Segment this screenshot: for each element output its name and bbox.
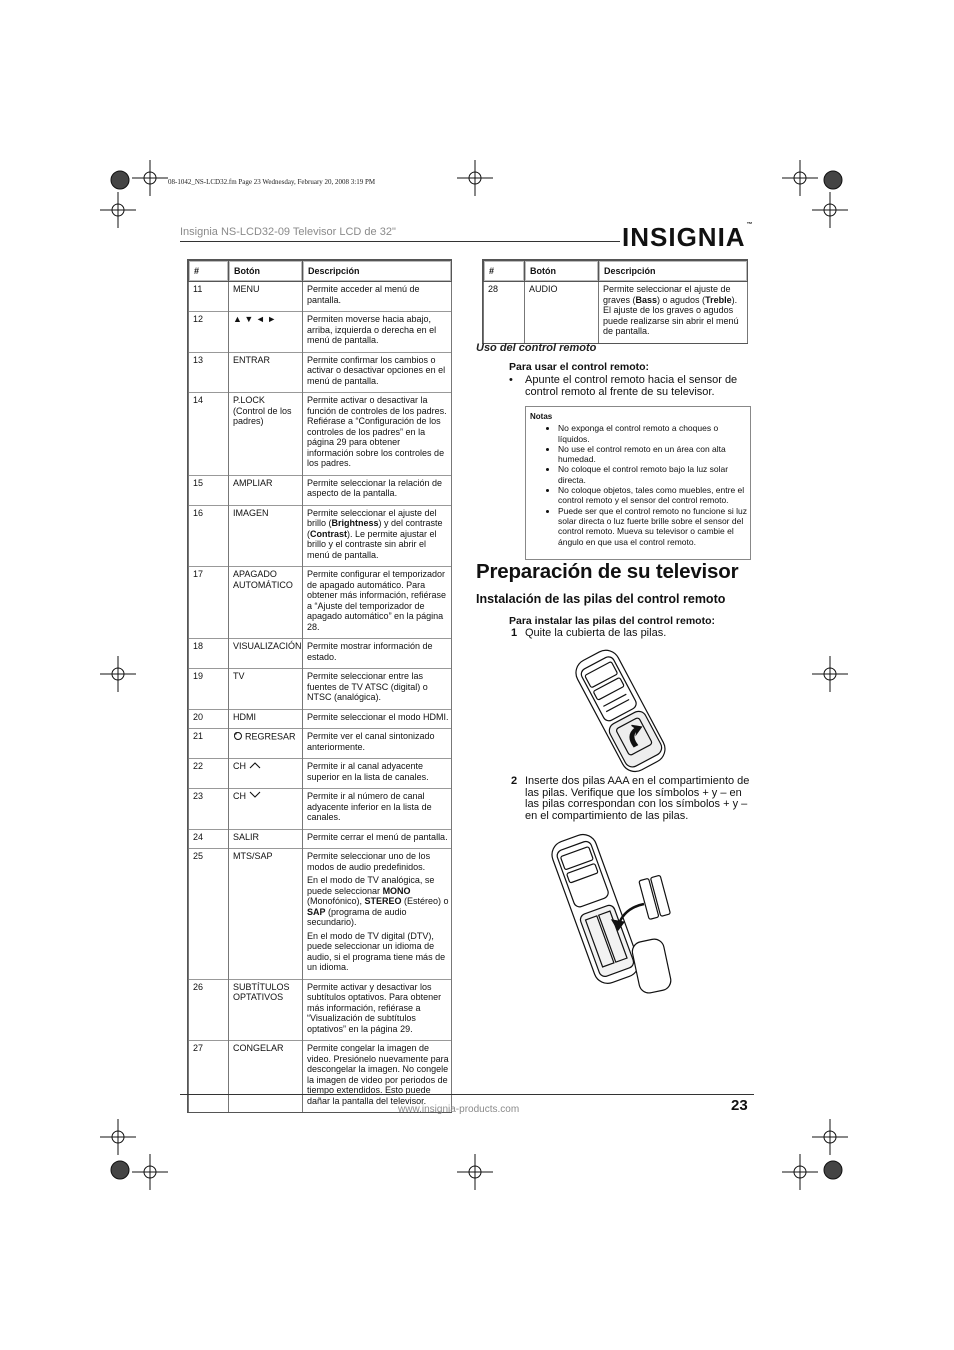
- desc-paragraph: [307, 931, 449, 973]
- note-item: • No coloque objetos, tales como muebles, entre el control remoto y el sensor del control remoto.: [558, 485, 750, 506]
- page-number: 23: [731, 1097, 748, 1114]
- row-number: 26: [189, 979, 229, 1041]
- registration-mark: [469, 1166, 481, 1178]
- row-description: [303, 849, 452, 980]
- color-target: [824, 1161, 842, 1179]
- registration-mark: [794, 1166, 806, 1178]
- row-description: Permite configurar el temporizador de apagado automático. Para obtener más información, refiérase a “Ajuste del temporizador de apagado automático” en la página 28.: [303, 567, 452, 639]
- row-button: [229, 849, 303, 980]
- row-number: 21: [189, 729, 229, 759]
- section-title: Preparación de su televisor: [476, 560, 739, 583]
- remote-use-heading: Uso del control remoto: [476, 342, 597, 354]
- row-number: 12: [189, 312, 229, 353]
- button-name: CH: [233, 791, 246, 801]
- col-num: #: [189, 261, 229, 282]
- row-description: Permite seleccionar el modo HDMI.: [303, 709, 452, 729]
- desc-paragraph: [307, 875, 449, 928]
- registration-mark: [112, 204, 124, 216]
- desc-text: Permite seleccionar uno de los modos de audio predefinidos.: [307, 851, 431, 872]
- row-button: [229, 505, 303, 567]
- chevron-up-icon: [249, 761, 261, 772]
- row-number: 11: [189, 282, 229, 312]
- button-name: MENU: [233, 284, 260, 294]
- row-number: 17: [189, 567, 229, 639]
- button-name: AUDIO: [529, 284, 558, 294]
- row-description: Permite cerrar el menú de pantalla.: [303, 829, 452, 849]
- row-description: Permiten moverse hacia abajo, arriba, izquierda o derecha en el menú de pantalla.: [303, 312, 452, 353]
- button-name: VISUALIZACIÓN: [233, 641, 302, 651]
- col-desc: Descripción: [303, 261, 452, 282]
- bold-term: Bass: [635, 294, 658, 305]
- desc-text: En el modo de TV digital (DTV), puede seleccionar un idioma de audio, si el programa tiene más de un idioma.: [307, 930, 446, 972]
- bold-term: Treble: [705, 294, 732, 305]
- notes-box: [525, 406, 751, 560]
- col-button: Botón: [525, 261, 599, 282]
- note-item: • No coloque el control remoto bajo la luz solar directa.: [558, 464, 750, 485]
- note-item: • No use el control remoto en un área con alta humedad.: [558, 444, 750, 465]
- chevron-down-icon: [249, 791, 261, 802]
- button-name: AMPLIAR: [233, 477, 273, 488]
- print-info-line: 08-1042_NS-LCD32.fm Page 23 Wednesday, February 20, 2008 3:19 PM: [168, 178, 376, 186]
- button-name: CONGELAR: [233, 1043, 284, 1053]
- step-1: 1 Quite la cubierta de las pilas.: [511, 627, 667, 639]
- row-number: 23: [189, 789, 229, 830]
- row-description: Permite acceder al menú de pantalla.: [303, 282, 452, 312]
- registration-mark: [824, 1131, 836, 1143]
- note-item: • Puede ser que el control remoto no funcione si luz solar directa o luz fuerte brille sobre el sensor del control remoto. Mueva su televisor o cambie el ángulo en que usa el control remoto.: [558, 506, 750, 547]
- remote-use-label: Para usar el control remoto:: [509, 361, 650, 373]
- table-row: [189, 352, 452, 393]
- row-description: Permite congelar la imagen de video. Presiónelo nuevamente para descongelar la imagen. No congele la imagen de video por periodos de tiempo extendidos. Esto puede dañar la pantalla del televisor.: [303, 1041, 452, 1113]
- row-number: 13: [189, 352, 229, 393]
- section-subtitle: Instalación de las pilas del control remoto: [476, 592, 726, 606]
- row-button: [229, 1041, 303, 1113]
- row-button: [525, 282, 599, 343]
- registration-mark: [112, 1131, 124, 1143]
- button-name: HDMI: [233, 711, 256, 722]
- bold-term: STEREO: [364, 896, 402, 906]
- running-header: Insignia NS-LCD32-09 Televisor LCD de 32": [180, 226, 396, 238]
- table-row: [189, 829, 452, 849]
- row-number: 27: [189, 1041, 229, 1113]
- registration-mark: [469, 172, 481, 184]
- button-description-table-cont: [483, 260, 748, 343]
- table-row: [189, 729, 452, 759]
- table-row: [189, 312, 452, 353]
- row-description: [303, 505, 452, 567]
- color-target: [111, 1161, 129, 1179]
- row-button: [229, 282, 303, 312]
- row-button: [229, 729, 303, 759]
- row-description: Permite confirmar los cambios o activar o desactivar opciones en el menú de pantalla.: [303, 352, 452, 393]
- remote-use-bullet: • Apunte el control remoto hacia el sensor de control remoto al frente de su televisor.: [509, 374, 738, 398]
- desc-text: ). Le permite ajustar el brillo y el contraste sin abrir el menú de pantalla.: [307, 528, 437, 560]
- row-description: Permite activar y desactivar los subtítulos optativos. Para obtener más información, refiérase a “Visualización de subtítulos optativos” en la página 29.: [303, 979, 452, 1041]
- registration-mark: [824, 204, 836, 216]
- battery-label: Para instalar las pilas del control remoto:: [509, 615, 715, 627]
- col-desc: Descripción: [599, 261, 748, 282]
- button-name: IMAGEN: [233, 507, 269, 518]
- button-description-table: [188, 260, 452, 1112]
- row-description: [599, 282, 748, 343]
- desc-text: Permite seleccionar el ajuste de graves (: [603, 284, 731, 305]
- footer-rule: [180, 1094, 754, 1095]
- button-name: CH: [233, 761, 246, 771]
- bold-term: MONO: [382, 885, 411, 896]
- table-row: [189, 709, 452, 729]
- notes-list: [526, 423, 750, 547]
- col-button: Botón: [229, 261, 303, 282]
- row-number: 24: [189, 829, 229, 849]
- row-button: [229, 352, 303, 393]
- table-row: [189, 639, 452, 669]
- row-button: [229, 759, 303, 789]
- row-number: 20: [189, 709, 229, 729]
- row-number: 25: [189, 849, 229, 980]
- table-row: [189, 789, 452, 830]
- row-description: Permite activar o desactivar la función de controles de los padres. Refiérase a “Configuración de los controles de los padres” en la página 29 para obtener información sobre los controles de los padres.: [303, 393, 452, 476]
- row-number: 14: [189, 393, 229, 476]
- bold-term: Brightness: [331, 518, 379, 528]
- button-name: ENTRAR: [233, 354, 271, 365]
- row-description: Permite seleccionar la relación de aspecto de la pantalla.: [303, 475, 452, 505]
- table-row: [189, 567, 452, 639]
- step-2: 2 Inserte dos pilas AAA en el compartimiento de las pilas. Verifique que los símbolos + y – en las pilas correspondan con los símbolos + y – en el compartimiento de las pilas.: [511, 775, 750, 822]
- bold-term: Contrast: [310, 528, 348, 539]
- table-row: [189, 282, 452, 312]
- desc-text: (programa de audio secundario).: [307, 906, 407, 927]
- button-name: ▲ ▼ ◄ ►: [233, 314, 277, 324]
- row-button: [229, 475, 303, 505]
- table-row: [189, 849, 452, 980]
- desc-text: (Monofónico),: [307, 896, 365, 906]
- table-row: [189, 979, 452, 1041]
- return-icon: [233, 731, 245, 744]
- row-number: 19: [189, 669, 229, 710]
- row-number: 22: [189, 759, 229, 789]
- registration-mark: [112, 668, 124, 680]
- table-row: [189, 475, 452, 505]
- button-table-right: [482, 259, 748, 344]
- desc-text: Permite seleccionar el ajuste del brillo (: [307, 507, 437, 528]
- footer-url: www.insignia-products.com: [398, 1104, 520, 1115]
- row-description: Permite ir al número de canal adyacente inferior en la lista de canales.: [303, 789, 452, 830]
- table-row: [189, 1041, 452, 1113]
- table-row: [189, 505, 452, 567]
- registration-mark: [144, 172, 156, 184]
- row-button: [229, 829, 303, 849]
- remote-battery-insert-illustration: [540, 828, 700, 998]
- row-description: Permite mostrar información de estado.: [303, 639, 452, 669]
- table-row: [484, 282, 748, 343]
- button-name: TV: [233, 671, 245, 681]
- row-number: 16: [189, 505, 229, 567]
- row-number: 15: [189, 475, 229, 505]
- row-description: Permite seleccionar entre las fuentes de TV ATSC (digital) o NTSC (analógica).: [303, 669, 452, 710]
- row-button: [229, 789, 303, 830]
- desc-text: ) o agudos (: [657, 294, 706, 305]
- button-name: SALIR: [233, 831, 260, 842]
- row-button: [229, 567, 303, 639]
- registration-mark: [144, 1166, 156, 1178]
- row-description: Permite ver el canal sintonizado anteriormente.: [303, 729, 452, 759]
- button-name: P.LOCK (Control de los padres): [233, 395, 292, 426]
- button-name: REGRESAR: [245, 731, 296, 742]
- insignia-logo: INSIGNIA™: [622, 222, 754, 252]
- button-name: MTS/SAP: [233, 851, 273, 861]
- desc-text: ) y del contraste (: [307, 518, 443, 539]
- note-item: • No exponga el control remoto a choques o líquidos.: [558, 423, 750, 444]
- table-row: [189, 669, 452, 710]
- table-row: [189, 759, 452, 789]
- row-button: [229, 393, 303, 476]
- registration-mark: [824, 668, 836, 680]
- desc-text: En el modo de TV analógica, se puede seleccionar: [307, 875, 435, 896]
- button-name: APAGADO AUTOMÁTICO: [233, 569, 293, 590]
- col-num: #: [484, 261, 525, 282]
- registration-mark: [794, 172, 806, 184]
- row-button: [229, 639, 303, 669]
- row-button: [229, 312, 303, 353]
- button-table-left: [187, 259, 452, 1113]
- remote-cover-removal-illustration: [555, 645, 685, 775]
- desc-text: (Estéreo) o: [401, 896, 449, 906]
- button-name: SUBTÍTULOS OPTATIVOS: [233, 981, 290, 1002]
- color-target: [111, 171, 129, 189]
- color-target: [824, 171, 842, 189]
- row-button: [229, 669, 303, 710]
- row-number: 28: [484, 282, 525, 343]
- row-button: [229, 979, 303, 1041]
- row-number: 18: [189, 639, 229, 669]
- bold-term: SAP: [307, 906, 326, 917]
- desc-paragraph: [307, 851, 449, 872]
- header-rule: [180, 241, 620, 242]
- table-row: [189, 393, 452, 476]
- row-button: [229, 709, 303, 729]
- row-description: Permite ir al canal adyacente superior en la lista de canales.: [303, 759, 452, 789]
- notes-title: Notas: [530, 412, 553, 421]
- desc-text: ). El ajuste de los graves o agudos puede realizarse sin abrir el menú de pantalla.: [603, 294, 739, 336]
